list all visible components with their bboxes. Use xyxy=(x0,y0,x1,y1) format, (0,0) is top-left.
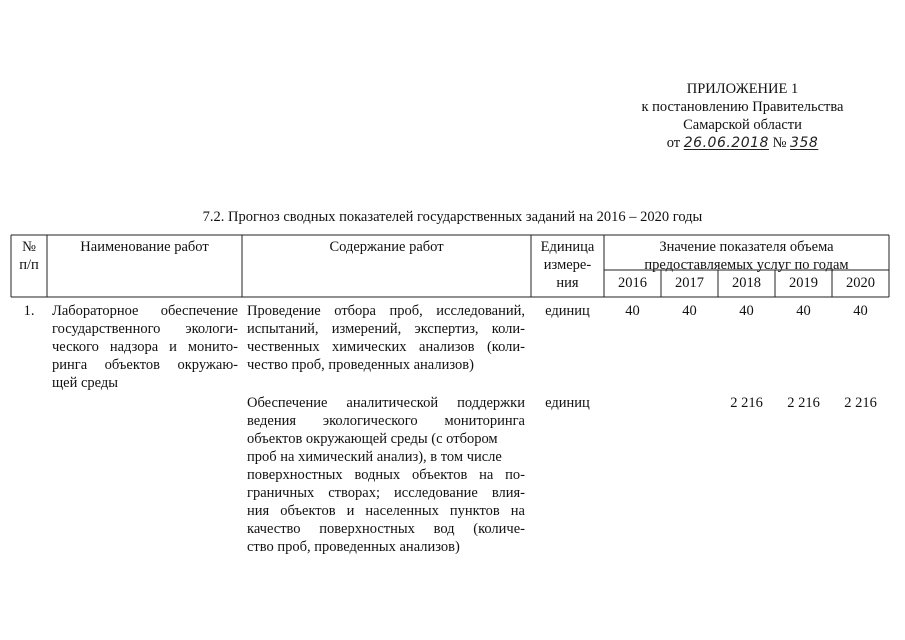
date-prefix: от xyxy=(666,135,681,151)
header-unit: Единица измере- ния xyxy=(540,239,595,291)
work-content-2: Обеспечение аналитической поддержки ведения экологического мониторинга объектов окружающей среды (с отбором проб на химический анализ), в том числе поверхностных водных объектов на по- граничных створах; исследование влия- ния объектов и населенных пунктов на качество поверхностных вод (количе- ство проб, проведенных анализов) xyxy=(247,395,525,555)
value-2-2020: 2 216 xyxy=(844,395,877,411)
value-1-2019: 40 xyxy=(796,303,811,319)
unit-2: единиц xyxy=(545,395,590,411)
header-year-2016: 2016 xyxy=(618,275,647,291)
appendix-subtitle: к постановлению Правительства xyxy=(641,99,844,115)
unit-1: единиц xyxy=(545,303,590,319)
value-1-2020: 40 xyxy=(853,303,868,319)
appendix-date-line xyxy=(600,134,885,152)
appendix-title: ПРИЛОЖЕНИЕ 1 xyxy=(686,81,799,97)
header-year-2018: 2018 xyxy=(732,275,761,291)
date-value: 26.06.2018 xyxy=(683,135,769,151)
number-value: 358 xyxy=(790,135,819,151)
value-1-2016: 40 xyxy=(625,303,640,319)
header-value: Значение показателя объема предоставляемых услуг по годам xyxy=(644,239,849,273)
work-content-1: Проведение отбора проб, исследований, испытаний, измерений, экспертиз, коли- чественных химических анализов (коли- чество проб, проведенных анализов) xyxy=(247,303,525,373)
value-2-2019: 2 216 xyxy=(787,395,820,411)
header-content: Содержание работ xyxy=(329,239,444,255)
value-1-2018: 40 xyxy=(739,303,754,319)
appendix-region: Самарской области xyxy=(683,117,802,133)
header-num: № п/п xyxy=(19,239,39,273)
header-year-2020: 2020 xyxy=(846,275,875,291)
number-prefix: № xyxy=(772,135,787,151)
work-name: Лабораторное обеспечение государственного экологи- ческого надзора и монито- ринга объектов окружаю- щей среды xyxy=(52,303,238,391)
row-number: 1. xyxy=(23,303,35,319)
value-2-2018: 2 216 xyxy=(730,395,763,411)
appendix-header xyxy=(600,80,885,152)
section-title: 7.2. Прогноз сводных показателей государственных заданий на 2016 – 2020 годы xyxy=(202,209,703,225)
value-1-2017: 40 xyxy=(682,303,697,319)
header-year-2017: 2017 xyxy=(675,275,704,291)
header-year-2019: 2019 xyxy=(789,275,818,291)
header-name: Наименование работ xyxy=(80,239,209,255)
